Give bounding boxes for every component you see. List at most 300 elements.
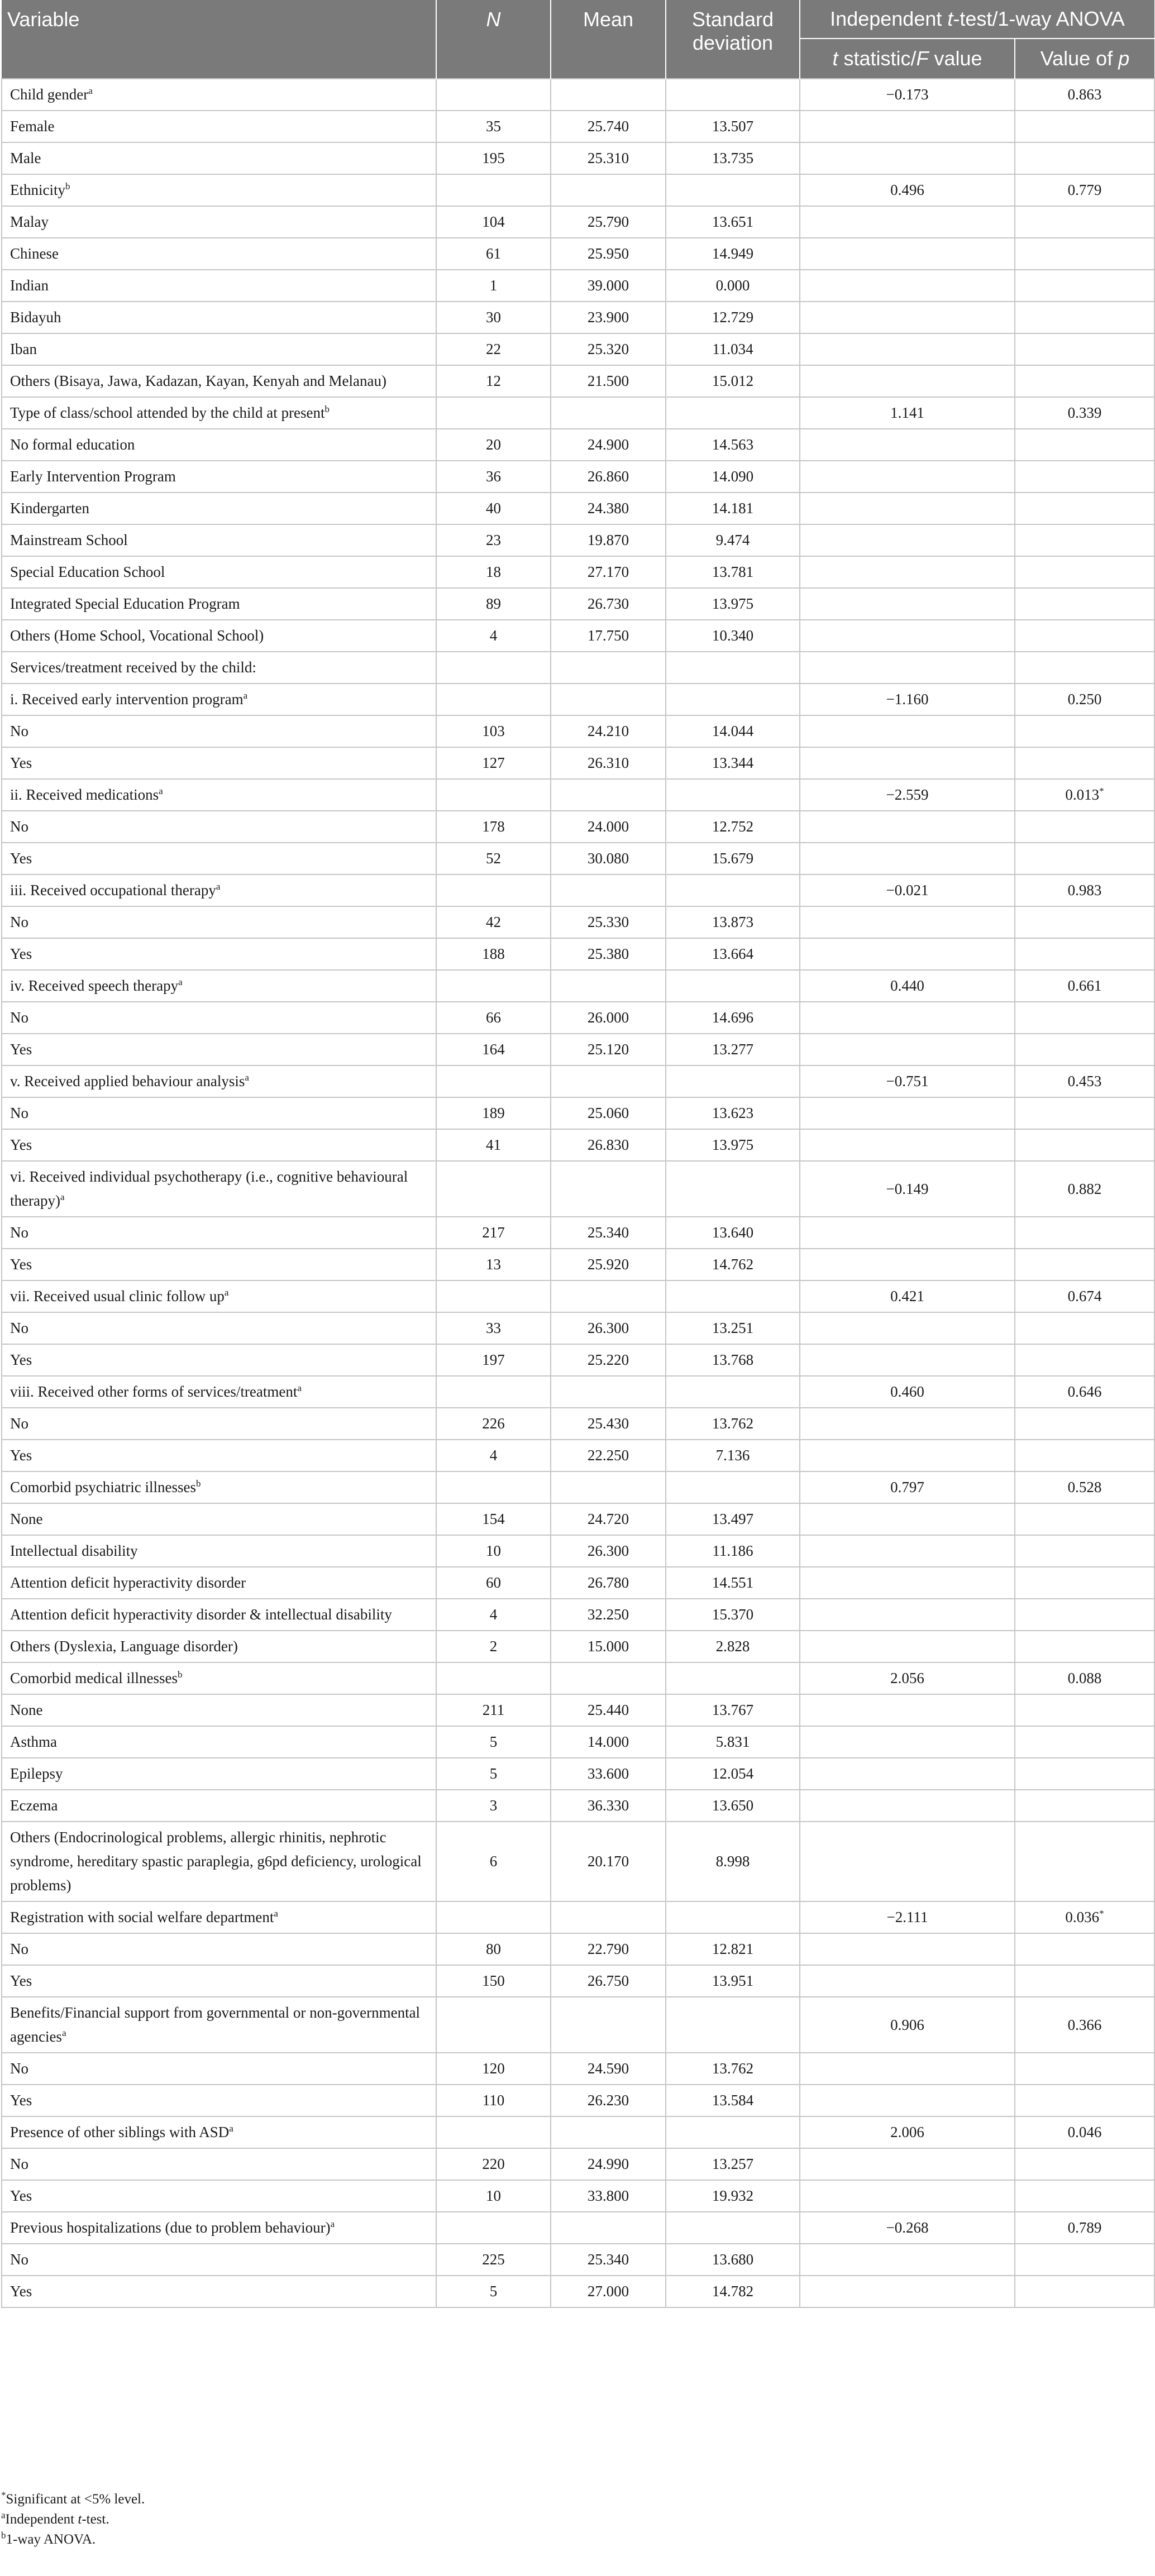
cell-sd: 7.136 <box>666 1440 800 1471</box>
cell-n: 1 <box>436 270 551 302</box>
cell-statistic: −0.021 <box>800 874 1015 906</box>
cell-variable: Iban <box>2 333 436 365</box>
cell-n: 226 <box>436 1408 551 1440</box>
cell-p-value <box>1015 1097 1154 1129</box>
cell-mean: 24.590 <box>551 2053 666 2085</box>
cell-mean: 22.790 <box>551 1933 666 1965</box>
cell-mean: 39.000 <box>551 270 666 302</box>
cell-sd: 13.975 <box>666 588 800 620</box>
cell-variable: No <box>2 1312 436 1344</box>
cell-n <box>436 79 551 111</box>
cell-variable: No <box>2 906 436 938</box>
cell-statistic <box>800 1249 1015 1280</box>
cell-p-value <box>1015 1440 1154 1471</box>
cell-mean <box>551 874 666 906</box>
table-row <box>2 1535 1154 1567</box>
cell-n: 188 <box>436 938 551 970</box>
cell-sd: 13.735 <box>666 142 800 174</box>
cell-variable: Kindergarten <box>2 493 436 524</box>
cell-statistic <box>800 1129 1015 1161</box>
cell-n <box>436 1471 551 1503</box>
cell-statistic <box>800 843 1015 874</box>
cell-p-value <box>1015 302 1154 333</box>
cell-n: 13 <box>436 1249 551 1280</box>
cell-n: 217 <box>436 1217 551 1249</box>
cell-statistic: −1.160 <box>800 684 1015 715</box>
table-row <box>2 843 1154 874</box>
cell-variable: No <box>2 811 436 843</box>
table-row <box>2 2244 1154 2276</box>
cell-sd <box>666 1161 800 1217</box>
cell-n <box>436 2212 551 2244</box>
cell-n: 120 <box>436 2053 551 2085</box>
cell-mean: 26.310 <box>551 747 666 779</box>
cell-n: 2 <box>436 1631 551 1662</box>
cell-p-value <box>1015 811 1154 843</box>
cell-statistic <box>800 747 1015 779</box>
cell-variable: i. Received early intervention program$^a$ <box>2 684 436 715</box>
cell-statistic <box>800 1344 1015 1376</box>
table-row <box>2 1933 1154 1965</box>
table-row <box>2 1249 1154 1280</box>
cell-sd: 13.497 <box>666 1503 800 1535</box>
table-row <box>2 1376 1154 1408</box>
cell-n: 20 <box>436 429 551 461</box>
table-row <box>2 874 1154 906</box>
cell-n: 178 <box>436 811 551 843</box>
cell-mean: 14.000 <box>551 1726 666 1758</box>
cell-sd: 15.370 <box>666 1599 800 1631</box>
cell-n: 150 <box>436 1965 551 1997</box>
cell-variable: Attention deficit hyperactivity disorder & intellectual disability <box>2 1599 436 1631</box>
table-row <box>2 970 1154 1002</box>
cell-sd: 13.277 <box>666 1034 800 1065</box>
cell-sd <box>666 2212 800 2244</box>
cell-p-value <box>1015 270 1154 302</box>
cell-variable: None <box>2 1503 436 1535</box>
table-row <box>2 1822 1154 1901</box>
cell-statistic <box>800 1726 1015 1758</box>
cell-p-value <box>1015 142 1154 174</box>
table-row <box>2 493 1154 524</box>
cell-n <box>436 1901 551 1933</box>
cell-p-value <box>1015 429 1154 461</box>
cell-p-value <box>1015 2053 1154 2085</box>
cell-statistic <box>800 1567 1015 1599</box>
cell-n: 211 <box>436 1694 551 1726</box>
cell-n: 4 <box>436 1599 551 1631</box>
table-row <box>2 1694 1154 1726</box>
cell-statistic <box>800 1694 1015 1726</box>
cell-variable: No <box>2 2148 436 2180</box>
cell-p-value <box>1015 2148 1154 2180</box>
cell-variable: Previous hospitalizations (due to problem behaviour)$^a$ <box>2 2212 436 2244</box>
cell-sd: 14.181 <box>666 493 800 524</box>
cell-sd: 13.251 <box>666 1312 800 1344</box>
cell-mean: 24.900 <box>551 429 666 461</box>
table-row <box>2 111 1154 142</box>
table-row <box>2 811 1154 843</box>
cell-statistic <box>800 142 1015 174</box>
cell-p-value <box>1015 1408 1154 1440</box>
cell-n <box>436 1662 551 1694</box>
cell-p-value <box>1015 111 1154 142</box>
cell-mean: 26.830 <box>551 1129 666 1161</box>
cell-sd <box>666 874 800 906</box>
table-row <box>2 142 1154 174</box>
cell-p-value <box>1015 238 1154 270</box>
cell-sd: 11.034 <box>666 333 800 365</box>
cell-mean <box>551 1901 666 1933</box>
cell-statistic <box>800 811 1015 843</box>
cell-variable: No <box>2 1408 436 1440</box>
cell-mean: 25.320 <box>551 333 666 365</box>
cell-n: 5 <box>436 1758 551 1790</box>
table-row <box>2 2276 1154 2307</box>
cell-mean: 25.220 <box>551 1344 666 1376</box>
cell-mean <box>551 79 666 111</box>
footnote-significance: *Significant at <5% level. <box>1 2489 145 2507</box>
footnote-ttest: $^a$Independent t-test. <box>1 2510 109 2527</box>
cell-n: 3 <box>436 1790 551 1822</box>
results-table <box>1 0 1155 2308</box>
cell-n <box>436 397 551 429</box>
cell-n: 10 <box>436 2180 551 2212</box>
cell-mean: 25.340 <box>551 2244 666 2276</box>
cell-n: 80 <box>436 1933 551 1965</box>
cell-statistic: −2.111 <box>800 1901 1015 1933</box>
cell-sd: 9.474 <box>666 524 800 556</box>
cell-sd: 14.044 <box>666 715 800 747</box>
cell-variable: Yes <box>2 747 436 779</box>
table-row <box>2 1034 1154 1065</box>
cell-mean <box>551 1376 666 1408</box>
table-row <box>2 620 1154 652</box>
table-row <box>2 174 1154 206</box>
table-row <box>2 461 1154 493</box>
cell-statistic <box>800 906 1015 938</box>
table-row <box>2 1758 1154 1790</box>
cell-n: 197 <box>436 1344 551 1376</box>
cell-sd: 13.762 <box>666 2053 800 2085</box>
cell-sd: 14.090 <box>666 461 800 493</box>
cell-p-value <box>1015 1694 1154 1726</box>
cell-mean: 23.900 <box>551 302 666 333</box>
cell-variable: Eczema <box>2 1790 436 1822</box>
cell-statistic: −2.559 <box>800 779 1015 811</box>
cell-p-value <box>1015 1129 1154 1161</box>
cell-variable: No <box>2 1097 436 1129</box>
cell-p-value: 0.789 <box>1015 2212 1154 2244</box>
table-row <box>2 333 1154 365</box>
cell-sd <box>666 970 800 1002</box>
table-row <box>2 1567 1154 1599</box>
cell-sd: 13.975 <box>666 1129 800 1161</box>
cell-p-value <box>1015 588 1154 620</box>
cell-statistic: −0.173 <box>800 79 1015 111</box>
cell-n <box>436 684 551 715</box>
cell-statistic <box>800 2244 1015 2276</box>
cell-variable: Comorbid medical illnesses$^b$ <box>2 1662 436 1694</box>
cell-mean: 32.250 <box>551 1599 666 1631</box>
cell-statistic <box>800 2085 1015 2116</box>
cell-p-value <box>1015 715 1154 747</box>
cell-n: 5 <box>436 1726 551 1758</box>
cell-variable: Early Intervention Program <box>2 461 436 493</box>
cell-statistic: 0.421 <box>800 1280 1015 1312</box>
cell-sd <box>666 1471 800 1503</box>
cell-n: 189 <box>436 1097 551 1129</box>
cell-p-value: 0.046 <box>1015 2116 1154 2148</box>
cell-statistic: 0.496 <box>800 174 1015 206</box>
cell-statistic <box>800 2276 1015 2307</box>
cell-mean: 20.170 <box>551 1822 666 1901</box>
cell-n <box>436 1376 551 1408</box>
cell-statistic <box>800 111 1015 142</box>
cell-mean: 24.990 <box>551 2148 666 2180</box>
cell-n: 10 <box>436 1535 551 1567</box>
cell-statistic: 1.141 <box>800 397 1015 429</box>
cell-mean <box>551 174 666 206</box>
cell-statistic <box>800 302 1015 333</box>
cell-statistic <box>800 556 1015 588</box>
header-test-group: Independent t-test/1-way ANOVA <box>800 0 1154 39</box>
cell-sd: 13.664 <box>666 938 800 970</box>
table-row <box>2 1097 1154 1129</box>
cell-n: 42 <box>436 906 551 938</box>
cell-mean: 26.230 <box>551 2085 666 2116</box>
cell-mean: 30.080 <box>551 843 666 874</box>
cell-mean: 26.000 <box>551 1002 666 1034</box>
table-row <box>2 365 1154 397</box>
cell-p-value <box>1015 1535 1154 1567</box>
cell-sd <box>666 779 800 811</box>
cell-mean <box>551 779 666 811</box>
table-row <box>2 1965 1154 1997</box>
cell-n <box>436 1161 551 1217</box>
cell-p-value <box>1015 206 1154 238</box>
cell-sd: 12.752 <box>666 811 800 843</box>
cell-sd: 19.932 <box>666 2180 800 2212</box>
cell-p-value <box>1015 938 1154 970</box>
cell-variable: No formal education <box>2 429 436 461</box>
cell-variable: Indian <box>2 270 436 302</box>
cell-sd: 13.781 <box>666 556 800 588</box>
cell-sd: 13.951 <box>666 1965 800 1997</box>
cell-mean: 26.730 <box>551 588 666 620</box>
cell-sd: 13.762 <box>666 1408 800 1440</box>
table-row <box>2 1129 1154 1161</box>
cell-sd <box>666 1376 800 1408</box>
cell-mean: 25.120 <box>551 1034 666 1065</box>
cell-p-value <box>1015 652 1154 684</box>
cell-statistic <box>800 1758 1015 1790</box>
cell-statistic <box>800 1965 1015 1997</box>
cell-n: 104 <box>436 206 551 238</box>
cell-statistic <box>800 588 1015 620</box>
cell-p-value <box>1015 1631 1154 1662</box>
header-variable: Variable <box>2 0 436 79</box>
cell-sd: 5.831 <box>666 1726 800 1758</box>
cell-mean: 27.170 <box>551 556 666 588</box>
cell-statistic <box>800 1631 1015 1662</box>
cell-variable: Intellectual disability <box>2 1535 436 1567</box>
cell-mean: 36.330 <box>551 1790 666 1822</box>
cell-mean: 17.750 <box>551 620 666 652</box>
cell-statistic <box>800 1790 1015 1822</box>
table-row <box>2 1161 1154 1217</box>
table-row <box>2 1662 1154 1694</box>
cell-statistic: 2.056 <box>800 1662 1015 1694</box>
header-n: N <box>436 0 551 79</box>
cell-p-value <box>1015 1726 1154 1758</box>
cell-sd: 13.640 <box>666 1217 800 1249</box>
cell-statistic <box>800 1408 1015 1440</box>
cell-p-value <box>1015 493 1154 524</box>
cell-mean: 24.720 <box>551 1503 666 1535</box>
table-row <box>2 779 1154 811</box>
table-row <box>2 270 1154 302</box>
cell-variable: Attention deficit hyperactivity disorder <box>2 1567 436 1599</box>
cell-variable: Integrated Special Education Program <box>2 588 436 620</box>
cell-n: 164 <box>436 1034 551 1065</box>
cell-statistic: −0.268 <box>800 2212 1015 2244</box>
cell-statistic <box>800 1002 1015 1034</box>
table-header <box>2 0 1154 79</box>
cell-statistic <box>800 652 1015 684</box>
cell-p-value: 0.661 <box>1015 970 1154 1002</box>
cell-variable: Others (Home School, Vocational School) <box>2 620 436 652</box>
cell-n: 4 <box>436 620 551 652</box>
table-row <box>2 429 1154 461</box>
cell-statistic: 0.906 <box>800 1997 1015 2053</box>
cell-sd: 14.551 <box>666 1567 800 1599</box>
cell-p-value <box>1015 2085 1154 2116</box>
cell-p-value <box>1015 333 1154 365</box>
cell-sd <box>666 1997 800 2053</box>
cell-mean <box>551 1997 666 2053</box>
cell-statistic <box>800 2148 1015 2180</box>
cell-statistic: −0.751 <box>800 1065 1015 1097</box>
cell-statistic <box>800 1503 1015 1535</box>
cell-p-value <box>1015 1822 1154 1901</box>
cell-p-value: 0.453 <box>1015 1065 1154 1097</box>
cell-n <box>436 1997 551 2053</box>
table-row <box>2 938 1154 970</box>
cell-statistic <box>800 1535 1015 1567</box>
cell-sd: 13.344 <box>666 747 800 779</box>
cell-statistic <box>800 333 1015 365</box>
cell-n <box>436 874 551 906</box>
cell-variable: Yes <box>2 1129 436 1161</box>
cell-mean <box>551 397 666 429</box>
cell-statistic <box>800 365 1015 397</box>
cell-n: 4 <box>436 1440 551 1471</box>
cell-sd: 12.821 <box>666 1933 800 1965</box>
cell-sd: 15.679 <box>666 843 800 874</box>
cell-mean <box>551 1161 666 1217</box>
table-row <box>2 79 1154 111</box>
cell-mean: 24.380 <box>551 493 666 524</box>
table-row <box>2 1631 1154 1662</box>
cell-sd: 13.651 <box>666 206 800 238</box>
cell-mean <box>551 2212 666 2244</box>
cell-statistic <box>800 238 1015 270</box>
cell-statistic <box>800 493 1015 524</box>
cell-p-value: 0.250 <box>1015 684 1154 715</box>
cell-variable: viii. Received other forms of services/treatment$^a$ <box>2 1376 436 1408</box>
cell-n: 41 <box>436 1129 551 1161</box>
cell-n <box>436 779 551 811</box>
cell-p-value <box>1015 2180 1154 2212</box>
cell-variable: Presence of other siblings with ASD$^a$ <box>2 2116 436 2148</box>
cell-mean: 15.000 <box>551 1631 666 1662</box>
cell-variable: Type of class/school attended by the child at present$^b$ <box>2 397 436 429</box>
cell-statistic <box>800 1312 1015 1344</box>
cell-variable: Services/treatment received by the child: <box>2 652 436 684</box>
cell-sd: 14.696 <box>666 1002 800 1034</box>
cell-mean: 25.060 <box>551 1097 666 1129</box>
cell-mean: 25.440 <box>551 1694 666 1726</box>
cell-mean: 22.250 <box>551 1440 666 1471</box>
cell-variable: Malay <box>2 206 436 238</box>
table-row <box>2 588 1154 620</box>
cell-variable: Yes <box>2 1440 436 1471</box>
cell-statistic <box>800 1217 1015 1249</box>
cell-mean: 25.740 <box>551 111 666 142</box>
cell-p-value: 0.674 <box>1015 1280 1154 1312</box>
table-row <box>2 1997 1154 2053</box>
cell-statistic <box>800 1097 1015 1129</box>
cell-statistic <box>800 1933 1015 1965</box>
table-row <box>2 1065 1154 1097</box>
cell-n: 110 <box>436 2085 551 2116</box>
cell-variable: Yes <box>2 2276 436 2307</box>
cell-n: 5 <box>436 2276 551 2307</box>
cell-n: 40 <box>436 493 551 524</box>
cell-variable: No <box>2 1933 436 1965</box>
table-row <box>2 206 1154 238</box>
cell-mean <box>551 2116 666 2148</box>
table-row <box>2 684 1154 715</box>
cell-p-value <box>1015 1503 1154 1535</box>
cell-p-value <box>1015 1312 1154 1344</box>
cell-mean: 26.860 <box>551 461 666 493</box>
table-row <box>2 1002 1154 1034</box>
cell-variable: ii. Received medications$^a$ <box>2 779 436 811</box>
table-row <box>2 2053 1154 2085</box>
table-row <box>2 1280 1154 1312</box>
cell-n: 195 <box>436 142 551 174</box>
table-row <box>2 397 1154 429</box>
table-row <box>2 1440 1154 1471</box>
cell-mean: 25.430 <box>551 1408 666 1440</box>
cell-n: 220 <box>436 2148 551 2180</box>
cell-n: 52 <box>436 843 551 874</box>
table-row <box>2 2085 1154 2116</box>
cell-sd: 14.949 <box>666 238 800 270</box>
cell-statistic <box>800 429 1015 461</box>
table-body <box>2 79 1154 2307</box>
table-row <box>2 1901 1154 1933</box>
cell-sd: 14.782 <box>666 2276 800 2307</box>
table-row <box>2 652 1154 684</box>
cell-p-value <box>1015 1217 1154 1249</box>
cell-statistic: −0.149 <box>800 1161 1015 1217</box>
cell-variable: No <box>2 2244 436 2276</box>
cell-variable: Others (Bisaya, Jawa, Kadazan, Kayan, Kenyah and Melanau) <box>2 365 436 397</box>
cell-sd <box>666 174 800 206</box>
